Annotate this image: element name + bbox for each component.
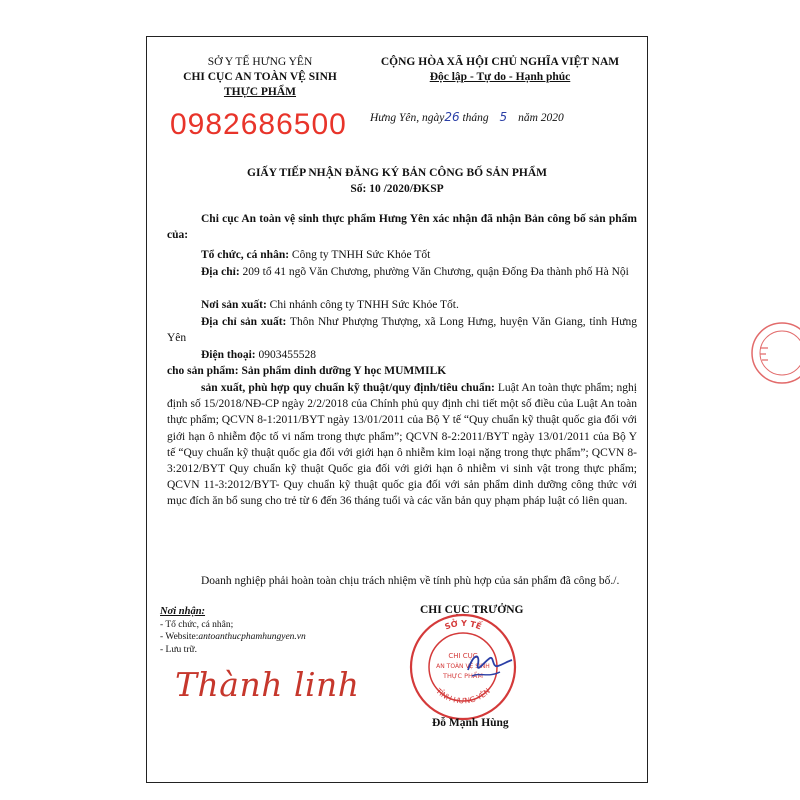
document-title <box>146 165 648 197</box>
recipient-website-label: - Website: <box>160 632 199 642</box>
overlay-phone-number: 0982686500 <box>170 108 347 141</box>
signer-name: Đỗ Mạnh Hùng <box>432 717 509 729</box>
overlay-script-text: Thành linh <box>175 665 360 704</box>
address-line <box>167 264 637 280</box>
title-line: GIẤY TIẾP NHẬN ĐĂNG KÝ BẢN CÔNG BỐ SẢN PHẨM <box>247 167 547 179</box>
factory-line <box>167 297 637 313</box>
phone-line <box>167 347 637 363</box>
date-month: 5 <box>499 110 508 124</box>
issuing-agency <box>160 55 360 100</box>
product-label: cho sản phẩm: <box>167 365 239 377</box>
date-prefix: Hưng Yên, ngày <box>370 112 445 124</box>
seal-top-text: SỞ Y TẾ <box>443 618 483 632</box>
country-name: CỘNG HÒA XÃ HỘI CHỦ NGHĨA VIỆT NAM <box>380 56 620 68</box>
signer-title: CHI CỤC TRƯỞNG <box>420 604 524 616</box>
org-line <box>167 247 637 263</box>
recipient-item: - Lưu trữ. <box>160 644 197 655</box>
recipient-item: - Tổ chức, cá nhân; <box>160 619 234 630</box>
address-value: 209 tổ 41 ngõ Văn Chương, phường Văn Chương, quận Đống Đa thành phố Hà Nội <box>239 266 629 278</box>
seal-line: CHI CỤC <box>448 652 478 660</box>
standards-value: Luật An toàn thực phẩm; nghị định số 15/2018/NĐ-CP ngày 2/2/2018 của Chính phủ quy định chi tiết một số điều của Luật An toàn thực phẩm; QCVN 8-1:2011/BYT ngày 13/01/2011 của Bộ Y tế “Quy chuẩn kỹ thuật quốc gia đối với giới hạn ô nhiễm độc tố vi nấm trong thực phẩm”; QCVN 8-2:2011/BYT ngày 13/01/2011 của Bộ Y tế “Quy chuẩn kỹ thuật quốc gia đối với giới hạn ô nhiễm kim loại nặng trong thực phẩm”; QCVN 8-3:2012/BYT Quy chuẩn kỹ thuật Quốc gia đối với giới hạn ô nhiễm vi sinh vật trong thực phẩm; QCVN 11-3:2012/BYT- Quy chuẩn kỹ thuật quốc gia đối với sản phẩm dinh dưỡng công thức với mục đích ăn bổ sung cho trẻ từ 6 đến 36 tháng tuổi và các văn bản quy phạm pháp luật có liên quan. <box>167 382 638 508</box>
seal-bottom-text: TỈNH HƯNG YÊN <box>434 686 492 706</box>
motto: Độc lập - Tự do - Hạnh phúc <box>429 71 571 83</box>
recipient-item <box>160 631 306 644</box>
factory-label: Nơi sản xuất: <box>201 299 267 311</box>
agency-ministry: SỞ Y TẾ HƯNG YÊN <box>207 56 313 68</box>
partial-seal-edge <box>742 318 800 388</box>
factory-address-value: Thôn Như Phượng Thượng, xã Long Hưng, huyện Văn Giang, tỉnh Hưng Yên <box>167 316 638 345</box>
factory-address-label: Địa chỉ sản xuất: <box>201 316 287 328</box>
org-label: Tổ chức, cá nhân: <box>201 249 290 261</box>
official-seal <box>408 612 518 722</box>
factory-address-line <box>167 314 637 346</box>
product-value: Sản phẩm dinh dưỡng Y học MUMMILK <box>238 365 447 377</box>
standards-paragraph <box>167 380 637 510</box>
date-month-label: tháng <box>462 112 489 124</box>
org-value: Công ty TNHH Sức Khỏe Tốt <box>289 249 431 261</box>
agency-name-line2: THỰC PHẨM <box>223 86 297 98</box>
document-number: Số: 10 /2020/ĐKSP <box>350 183 444 195</box>
standards-label: sản xuất, phù hợp quy chuẩn kỹ thuật/quy định/tiêu chuẩn: <box>201 382 495 394</box>
date-year: năm 2020 <box>518 112 564 124</box>
seal-line: AN TOÀN VỆ SINH <box>436 663 490 670</box>
phone-label: Điện thoại: <box>201 349 256 361</box>
date-line <box>370 110 564 124</box>
date-day: 26 <box>444 110 460 124</box>
factory-value: Chi nhánh công ty TNHH Sức Khỏe Tốt. <box>266 299 459 311</box>
phone-value: 0903455528 <box>255 349 316 361</box>
product-line <box>167 363 637 379</box>
recipients-block <box>160 606 306 656</box>
address-label: Địa chỉ: <box>201 266 240 278</box>
seal-line: THỰC PHẨM <box>443 672 483 680</box>
agency-name-line1: CHI CỤC AN TOÀN VỆ SINH <box>183 71 337 83</box>
recipient-website: antoanthucphamhungyen.vn <box>198 632 306 642</box>
responsibility-paragraph: Doanh nghiệp phải hoàn toàn chịu trách nhiệm về tính phù hợp của sản phẩm đã công bố./. <box>201 575 620 587</box>
intro-paragraph: Chi cục An toàn vệ sinh thực phẩm Hưng Yên xác nhận đã nhận Bản công bố sản phẩm của: <box>167 213 637 242</box>
recipients-label: Nơi nhận: <box>160 606 206 617</box>
national-motto <box>355 55 645 85</box>
